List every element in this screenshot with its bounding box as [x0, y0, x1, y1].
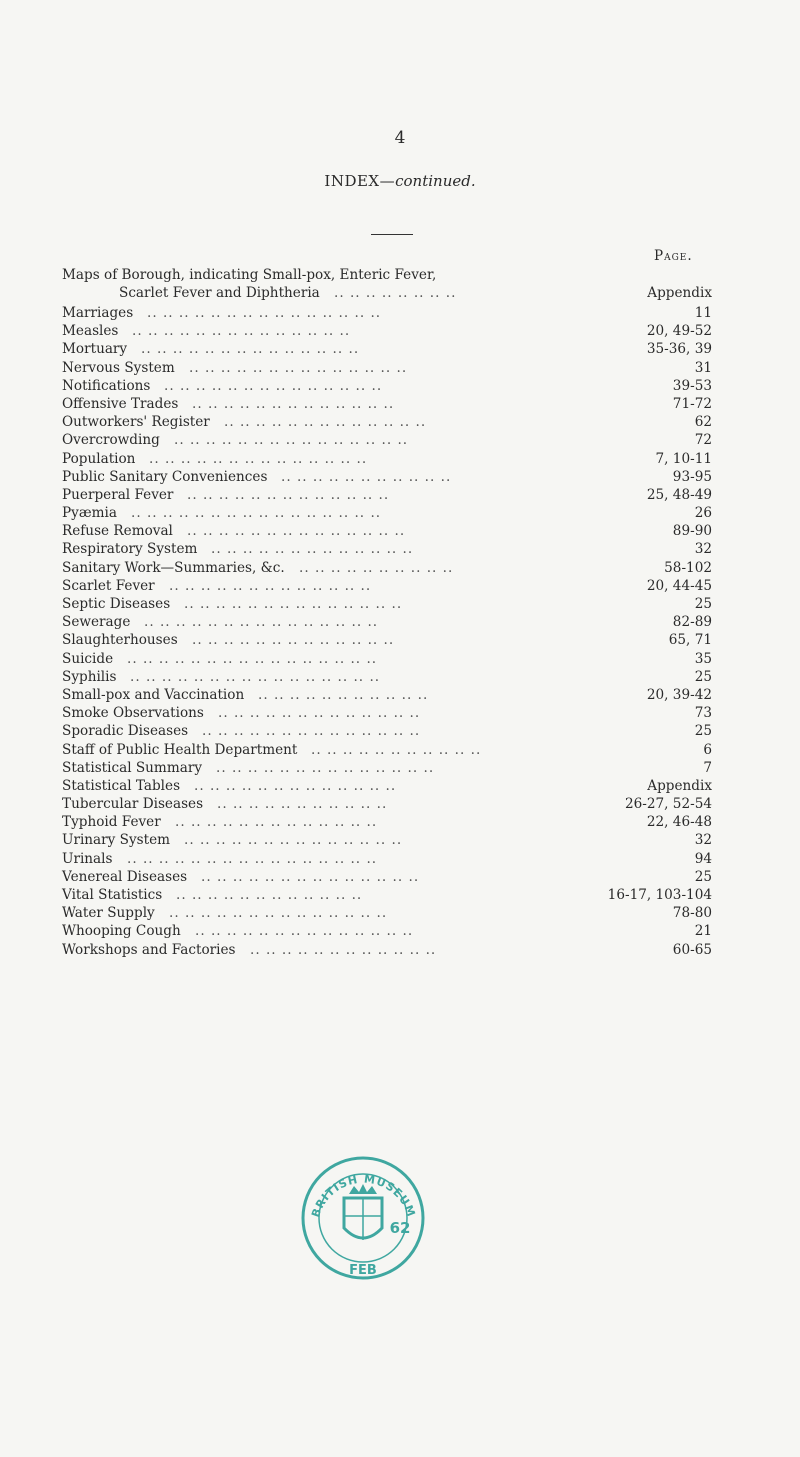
leader-dots: .. .. .. .. .. .. .. .. .. .. .. .. [176, 887, 363, 903]
index-entries [62, 266, 722, 959]
index-entry-page: 7, 10-11 [655, 450, 712, 467]
index-entry-page: 26-27, 52-54 [624, 796, 712, 813]
index-entry-page: 93-95 [672, 468, 712, 485]
index-entry [62, 650, 722, 668]
index-entry [62, 759, 722, 777]
index-entry-label: Notifications [62, 377, 151, 394]
leader-dots: .. .. .. .. .. .. .. .. .. .. .. .. .. [169, 577, 372, 594]
index-entry-label: Urinals [62, 850, 113, 867]
index-entry-label: Outworkers' Register [62, 414, 210, 431]
index-entry-label: Suicide [62, 650, 114, 667]
index-entry [62, 486, 722, 504]
index-entry-page: 25, 48-49 [646, 486, 712, 503]
stamp-year: 62 [389, 1219, 411, 1237]
index-entry-page: 22, 46-48 [646, 814, 712, 831]
index-entry [62, 941, 722, 959]
index-entry-page: 78-80 [672, 905, 712, 922]
index-entry-label: Sewerage [62, 614, 131, 631]
index-entry-page: 32 [694, 541, 712, 558]
index-entry-label: Respiratory System [62, 541, 198, 558]
index-entry-page: 25 [694, 668, 712, 685]
index-entry-page: 20, 44-45 [646, 577, 712, 594]
leader-dots: .. .. .. .. .. .. .. .. .. .. .. .. .. [187, 486, 390, 503]
index-entry-label: Water Supply [62, 905, 155, 922]
stamp-text-top: BRITISH MUSEUM [309, 1172, 418, 1220]
index-entry [62, 668, 722, 686]
index-entry-page: 21 [694, 923, 712, 940]
leader-dots: .. .. .. .. .. .. .. .. .. .. .. .. .. .. [141, 341, 360, 358]
leader-dots: .. .. .. .. .. .. .. .. .. .. .. .. .. .. .. .. [127, 850, 378, 867]
index-entry-label: Scarlet Fever and Diphtheria [119, 285, 320, 301]
index-entry [62, 540, 722, 558]
index-entry-page: 35 [694, 650, 712, 667]
leader-dots: .. .. .. .. .. .. .. .. .. .. .. .. .. [192, 395, 395, 412]
leader-dots: .. .. .. .. .. .. .. .. .. .. .. [311, 741, 482, 758]
index-entry-label: Urinary System [62, 832, 171, 849]
leader-dots: .. .. .. .. .. .. .. .. .. .. .. .. .. .. .. .. [130, 668, 381, 685]
leader-dots: .. .. .. .. .. .. .. .. .. .. .. .. .. .. [164, 377, 383, 394]
index-entry [62, 795, 722, 813]
index-entry [62, 904, 722, 922]
index-heading-main: INDEX— [324, 172, 396, 190]
index-entry-label: Marriages [62, 305, 134, 321]
index-entry [62, 886, 722, 904]
index-entry-page: 20, 39-42 [646, 686, 712, 703]
index-entry [62, 722, 722, 740]
index-entry-label: Sanitary Work—Summaries, &c. [62, 559, 285, 576]
leader-dots: .. .. .. .. .. .. .. .. .. .. .. .. .. .. [202, 723, 421, 740]
index-entry-page: 58-102 [664, 559, 712, 576]
index-entry-label: Public Sanitary Conveniences [62, 468, 268, 485]
index-entry [62, 595, 722, 613]
index-entry-label: Workshops and Factories [62, 941, 236, 958]
index-entry [62, 340, 722, 358]
index-entry-label: Maps of Borough, indicating Small-pox, Enteric Fever, [62, 267, 437, 283]
index-entry-label: Measles [62, 323, 119, 340]
index-entry [62, 504, 722, 522]
leader-dots: .. .. .. .. .. .. .. .. .. .. .. .. .. .. [187, 523, 406, 540]
british-museum-stamp [296, 1150, 431, 1285]
index-entry [62, 322, 722, 340]
leader-dots: .. .. .. .. .. .. .. .. .. .. .. .. .. .. [184, 596, 403, 612]
leader-dots: .. .. .. .. .. .. .. .. .. .. .. .. .. .. [189, 359, 408, 376]
index-entry [62, 922, 722, 940]
index-entry-page: 72 [694, 432, 712, 449]
leader-dots: .. .. .. .. .. .. .. .. .. .. .. .. .. [192, 632, 395, 649]
index-entry-label: Slaughterhouses [62, 632, 178, 649]
index-entry [62, 431, 722, 449]
index-entry-page: 7 [703, 759, 712, 776]
index-entry-page: 31 [694, 359, 712, 376]
index-entry [62, 377, 722, 395]
index-entry-label: Scarlet Fever [62, 577, 155, 594]
index-entry-page: 71-72 [672, 395, 712, 412]
page-column-label: Page. [654, 248, 693, 264]
leader-dots: .. .. .. .. .. .. .. .. .. .. [299, 559, 454, 576]
index-entry [62, 559, 722, 577]
index-entry [62, 395, 722, 413]
index-entry-page: 94 [694, 850, 712, 867]
index-entry-page: 60-65 [672, 941, 712, 958]
index-entry [62, 831, 722, 849]
leader-dots: .. .. .. .. .. .. .. .. .. .. .. .. .. .. [216, 759, 435, 776]
index-entry [62, 741, 722, 759]
index-entry [62, 777, 722, 795]
index-heading [0, 172, 800, 190]
index-entry-label: Small-pox and Vaccination [62, 686, 245, 703]
index-entry-label: Sporadic Diseases [62, 723, 189, 740]
index-entry-label: Nervous System [62, 359, 175, 376]
index-entry-page: 25 [694, 596, 712, 612]
leader-dots: .. .. .. .. .. .. .. .. .. .. .. .. .. [194, 777, 397, 794]
index-entry-page: 25 [694, 868, 712, 885]
index-entry-label: Vital Statistics [62, 887, 163, 903]
index-entry [62, 686, 722, 704]
index-entry [62, 522, 722, 540]
index-entry-page: 26 [694, 505, 712, 522]
index-entry-page: 20, 49-52 [646, 323, 712, 340]
index-entry-label: Offensive Trades [62, 395, 179, 412]
index-entry-label: Pyæmia [62, 505, 117, 522]
page-number: 4 [394, 128, 406, 148]
index-entry [62, 450, 722, 468]
leader-dots: .. .. .. .. .. .. .. .. .. .. .. [281, 468, 452, 485]
leader-dots: .. .. .. .. .. .. .. .. .. .. .. .. .. .. .. [174, 432, 409, 449]
index-entry-label: Tubercular Diseases [62, 796, 204, 813]
index-entry-page: 89-90 [672, 523, 712, 540]
index-entry-page: 65, 71 [668, 632, 712, 649]
index-entry-page: 39-53 [672, 377, 712, 394]
stamp-month: FEB [349, 1263, 377, 1278]
index-entry-label: Septic Diseases [62, 596, 171, 612]
leader-dots: .. .. .. .. .. .. .. .. [334, 285, 457, 301]
index-entry-page: 62 [694, 414, 712, 431]
index-entry-page: 73 [694, 705, 712, 722]
index-entry-label: Staff of Public Health Department [62, 741, 298, 758]
index-entry [62, 266, 722, 284]
leader-dots: .. .. .. .. .. .. .. .. .. .. .. .. [250, 941, 437, 958]
leader-dots: .. .. .. .. .. .. .. .. .. .. .. [217, 796, 388, 813]
leader-dots: .. .. .. .. .. .. .. .. .. .. .. .. .. .. .. .. [131, 505, 382, 522]
leader-dots: .. .. .. .. .. .. .. .. .. .. .. .. .. .. .. [147, 305, 382, 321]
leader-dots: .. .. .. .. .. .. .. .. .. .. .. .. .. [218, 705, 421, 722]
index-entry [62, 868, 722, 886]
index-entry-page: 35-36, 39 [646, 341, 712, 358]
index-entry [62, 704, 722, 722]
index-entry-label: Whooping Cough [62, 923, 181, 940]
index-entry [62, 359, 722, 377]
index-entry-label: Typhoid Fever [62, 814, 161, 831]
leader-dots: .. .. .. .. .. .. .. .. .. .. .. .. .. .. [195, 923, 414, 940]
index-entry [62, 813, 722, 831]
leader-dots: .. .. .. .. .. .. .. .. .. .. .. .. .. .. .. .. [127, 650, 378, 667]
index-entry [62, 284, 722, 304]
index-entry [62, 631, 722, 649]
index-entry-label: Refuse Removal [62, 523, 173, 540]
leader-dots: .. .. .. .. .. .. .. .. .. .. .. .. .. .. [184, 832, 403, 849]
leader-dots: .. .. .. .. .. .. .. .. .. .. .. [258, 686, 429, 703]
leader-dots: .. .. .. .. .. .. .. .. .. .. .. .. .. .. [201, 868, 420, 885]
index-entry [62, 577, 722, 595]
index-entry-label: Smoke Observations [62, 705, 204, 722]
index-entry-page: 82-89 [672, 614, 712, 631]
index-entry-page: Appendix [647, 777, 712, 794]
index-entry-label: Statistical Summary [62, 759, 202, 776]
index-entry-label: Population [62, 450, 136, 467]
index-entry-label: Puerperal Fever [62, 486, 174, 503]
leader-dots: .. .. .. .. .. .. .. .. .. .. .. .. .. [175, 814, 378, 831]
index-entry-label: Mortuary [62, 341, 128, 358]
leader-dots: .. .. .. .. .. .. .. .. .. .. .. .. .. [224, 414, 427, 431]
index-entry-page: 11 [694, 305, 712, 321]
index-heading-continued: continued. [395, 172, 476, 190]
index-entry-page: 6 [703, 741, 712, 758]
leader-dots: .. .. .. .. .. .. .. .. .. .. .. .. .. .. [169, 905, 388, 922]
leader-dots: .. .. .. .. .. .. .. .. .. .. .. .. .. [211, 541, 414, 558]
leader-dots: .. .. .. .. .. .. .. .. .. .. .. .. .. .. [132, 323, 351, 340]
heading-divider [371, 234, 413, 235]
index-entry-label: Overcrowding [62, 432, 160, 449]
leader-dots: .. .. .. .. .. .. .. .. .. .. .. .. .. .. [149, 450, 368, 467]
index-entry-page: 16-17, 103-104 [607, 887, 712, 903]
index-entry [62, 613, 722, 631]
index-entry-page: Appendix [647, 285, 712, 301]
index-entry-label: Venereal Diseases [62, 868, 188, 885]
index-entry-page: 32 [694, 832, 712, 849]
index-entry [62, 850, 722, 868]
index-entry [62, 413, 722, 431]
leader-dots: .. .. .. .. .. .. .. .. .. .. .. .. .. .. .. [144, 614, 379, 631]
index-entry [62, 304, 722, 322]
index-entry [62, 468, 722, 486]
index-entry-label: Statistical Tables [62, 777, 181, 794]
index-entry-page: 25 [694, 723, 712, 740]
index-entry-label: Syphilis [62, 668, 117, 685]
